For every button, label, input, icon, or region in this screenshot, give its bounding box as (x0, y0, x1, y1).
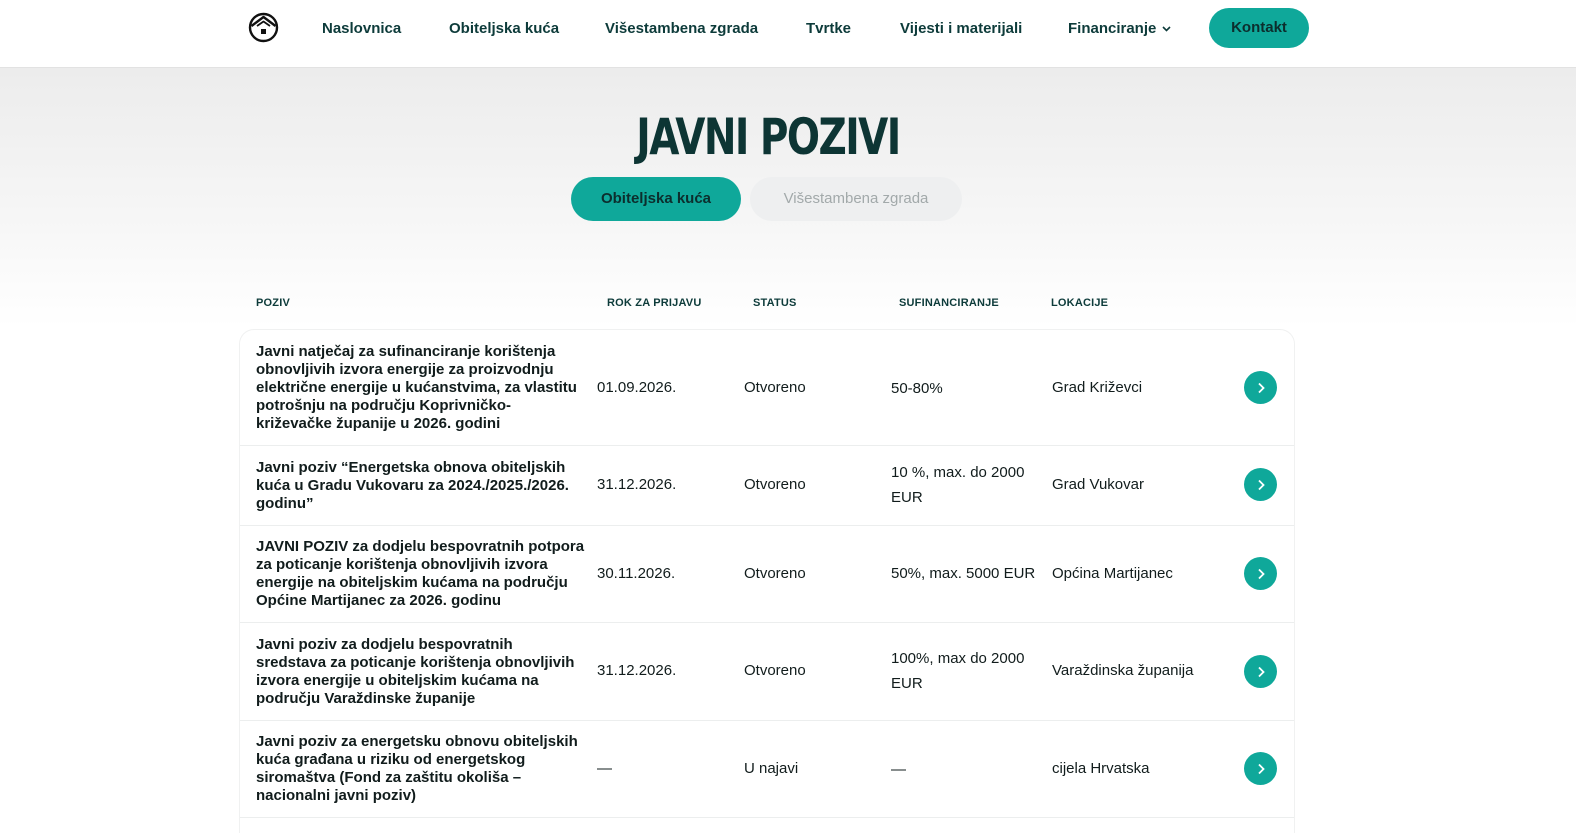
chevron-right-icon (1257, 382, 1265, 394)
header (0, 0, 1576, 67)
table-row[interactable] (240, 330, 1294, 446)
tab-obiteljska-kuca[interactable]: Obiteljska kuća (571, 177, 741, 221)
row-status: Otvoreno (744, 564, 806, 582)
row-location: Grad Križevci (1052, 379, 1143, 396)
row-title[interactable]: JAVNI POZIV za dodjelu bespovratnih potpora za poticanje korištenja obnovljivih izvora energije na obiteljskim kućama na području Općine Martijanec za 2026. godinu (256, 538, 585, 609)
chevron-right-icon (1257, 666, 1265, 678)
page-title: JAVNI POZIVI (636, 108, 900, 166)
row-title[interactable]: Javni poziv za energetsku obnovu obiteljskih kuća građana u riziku od energetskog siromaštva (Fond za zaštitu okoliša – nacionalni javni poziv) (256, 733, 578, 804)
chevron-right-icon (1257, 479, 1265, 491)
row-deadline: 30.11.2026. (597, 564, 676, 582)
row-cofinancing: — (891, 760, 906, 778)
row-status: Otvoreno (744, 379, 806, 396)
row-deadline: 31.12.2026. (597, 476, 677, 493)
table-row[interactable] (240, 446, 1294, 526)
row-title[interactable]: Javni poziv za dodjelu bespovratnih sredstava za poticanje korištenja obnovljivih izvora energije u obiteljskim kućama na području Varaždinske županije (256, 636, 575, 707)
contact-button[interactable]: Kontakt (1209, 8, 1309, 48)
row-location: Varaždinska županija (1052, 662, 1194, 679)
chevron-down-icon (1162, 26, 1171, 32)
nav-tvrtke[interactable]: Tvrtke (806, 20, 852, 37)
row-deadline: 01.09.2026. (597, 379, 677, 396)
chevron-right-icon (1257, 568, 1265, 580)
column-header-status: STATUS (753, 297, 797, 309)
nav-obiteljska-kuca[interactable]: Obiteljska kuća (449, 20, 560, 37)
row-deadline: 31.12.2026. (597, 662, 677, 679)
column-header-rok: ROK ZA PRIJAVU (607, 297, 702, 309)
open-call-button[interactable] (1244, 752, 1277, 785)
column-header-poziv: POZIV (256, 297, 291, 309)
row-cofinancing: 50%, max. 5000 EUR (891, 565, 1036, 582)
chevron-right-icon (1257, 763, 1265, 775)
row-location: Općina Martijanec (1052, 564, 1173, 582)
nav-visestambena-zgrada[interactable]: Višestambena zgrada (605, 20, 759, 37)
row-location: Grad Vukovar (1052, 476, 1144, 493)
row-status: Otvoreno (744, 476, 806, 493)
nav-vijesti-i-materijali[interactable]: Vijesti i materijali (900, 20, 1023, 37)
row-location: cijela Hrvatska (1052, 760, 1150, 777)
column-header-sufinanciranje: SUFINANCIRANJE (899, 297, 999, 309)
nav-naslovnica[interactable]: Naslovnica (322, 20, 402, 37)
row-cofinancing: 50-80% (891, 379, 943, 397)
row-title[interactable]: Javni natječaj za sufinanciranje korištenja obnovljivih izvora energije za proizvodnju električne energije u kućanstvima, za vlastitu potrošnju na području Koprivničko-križevačke županije u 2026. godini (256, 343, 577, 432)
table-row[interactable] (240, 721, 1294, 818)
open-call-button[interactable] (1244, 468, 1277, 501)
row-status: U najavi (744, 760, 799, 777)
open-call-button[interactable] (1244, 371, 1277, 404)
table-row[interactable] (240, 526, 1294, 623)
open-call-button[interactable] (1244, 655, 1277, 688)
row-cofinancing: 10 %, max. do 2000 EUR (891, 464, 1025, 506)
row-title[interactable]: Javni poziv “Energetska obnova obiteljskih kuća u Gradu Vukovaru za 2024./2025./2026. godinu” (256, 459, 569, 512)
column-header-lokacije: LOKACIJE (1051, 297, 1109, 309)
table-row[interactable] (240, 623, 1294, 721)
row-deadline: — (597, 760, 612, 777)
open-call-button[interactable] (1244, 557, 1277, 590)
row-cofinancing: 100%, max do 2000 EUR (891, 650, 1025, 692)
row-status: Otvoreno (744, 662, 806, 679)
nav-financiranje[interactable] (1068, 19, 1171, 39)
tab-visestambena-zgrada[interactable]: Višestambena zgrada (750, 177, 962, 221)
nav-financiranje-label: Financiranje (1068, 20, 1157, 37)
house-roof-logo-icon[interactable] (248, 12, 279, 43)
